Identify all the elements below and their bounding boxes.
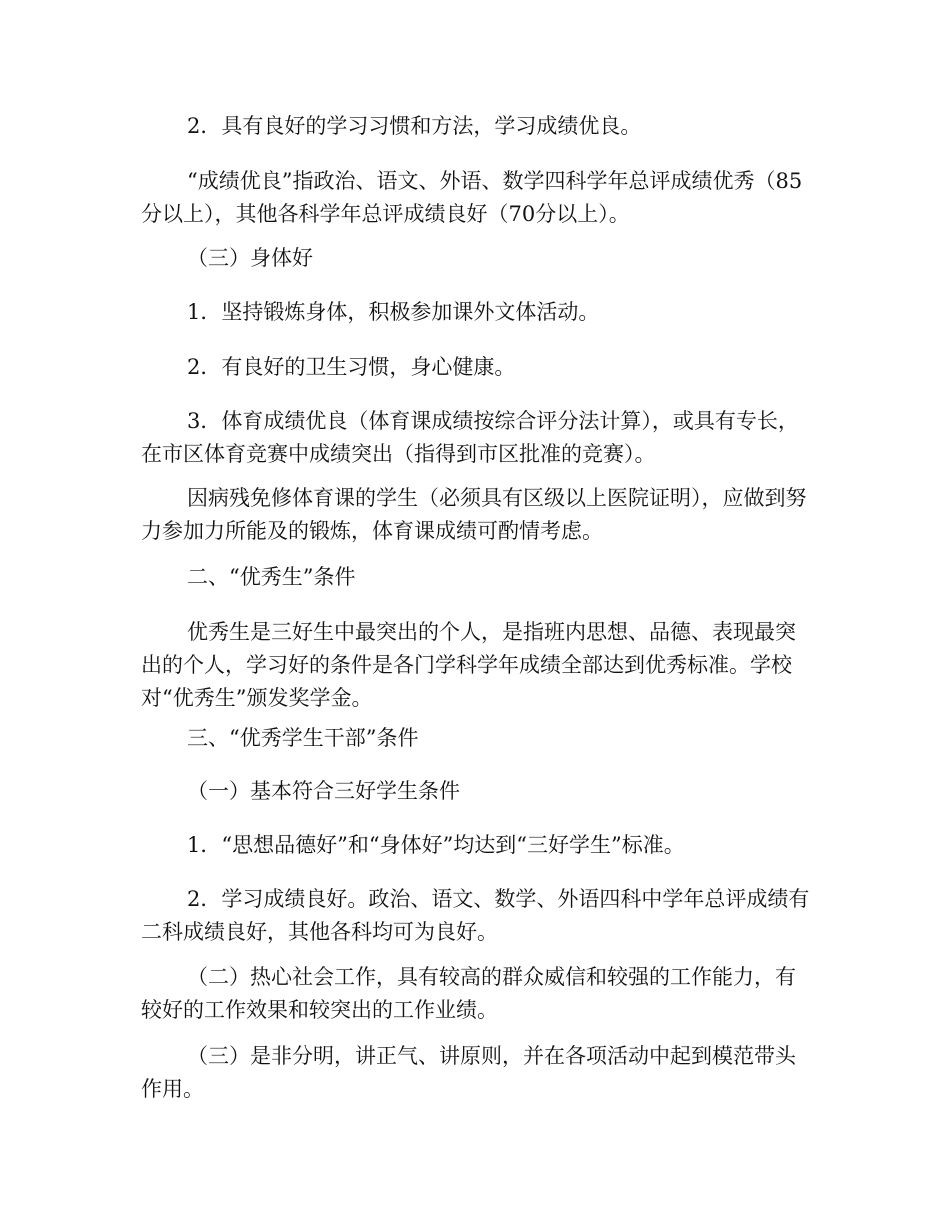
paragraph-excellent-student: 优秀生是三好生中最突出的个人，是指班内思想、品德、表现最突出的个人，学习好的条件是各门学科学年成绩全部达到优秀标准。学校对“优秀生”颁发奖学金。 [141, 620, 796, 710]
paragraph-exercise: 1．坚持锻炼身体，积极参加课外文体活动。 [187, 300, 600, 324]
paragraph-academic-good: 2．学习成绩良好。政治、语文、数学、外语四科中学年总评成绩有二科成绩良好，其他各科均可为良好。 [141, 887, 810, 944]
paragraph-pe-exemption: 因病残免修体育课的学生（必须具有区级以上医院证明），应做到努力参加力所能及的锻炼，体育课成绩可酌情考虑。 [141, 486, 807, 543]
paragraph-social-work: （二）热心社会工作，具有较高的群众威信和较强的工作能力，有较好的工作效果和较突出的工作业绩。 [141, 965, 796, 1022]
paragraph-hygiene: 2．有良好的卫生习惯，身心健康。 [187, 355, 516, 379]
paragraph-moral-health: 1．“思想品德好”和“身体好”均达到“三好学生”标准。 [187, 833, 685, 857]
heading-student-cadre: 三、“优秀学生干部”条件 [187, 726, 419, 750]
paragraph-pe-grades: 3．体育成绩优良（体育课成绩按综合评分法计算），或具有专长，在市区体育竞赛中成绩突出（指得到市区批准的竞赛）。 [141, 409, 799, 466]
paragraph-role-model: （三）是非分明，讲正气、讲原则，并在各项活动中起到模范带头作用。 [141, 1044, 796, 1101]
heading-excellent-student: 二、“优秀生”条件 [187, 565, 356, 589]
heading-good-health: （三）身体好 [187, 246, 313, 270]
paragraph-study-habits: 2．具有良好的学习习惯和方法，学习成绩优良。 [187, 114, 642, 138]
heading-basic-conditions: （一）基本符合三好学生条件 [187, 779, 460, 803]
paragraph-grade-definition: “成绩优良”指政治、语文、外语、数学四科学年总评成绩优秀（85分以上），其他各科学年总评成绩良好（70分以上）。 [141, 169, 803, 226]
